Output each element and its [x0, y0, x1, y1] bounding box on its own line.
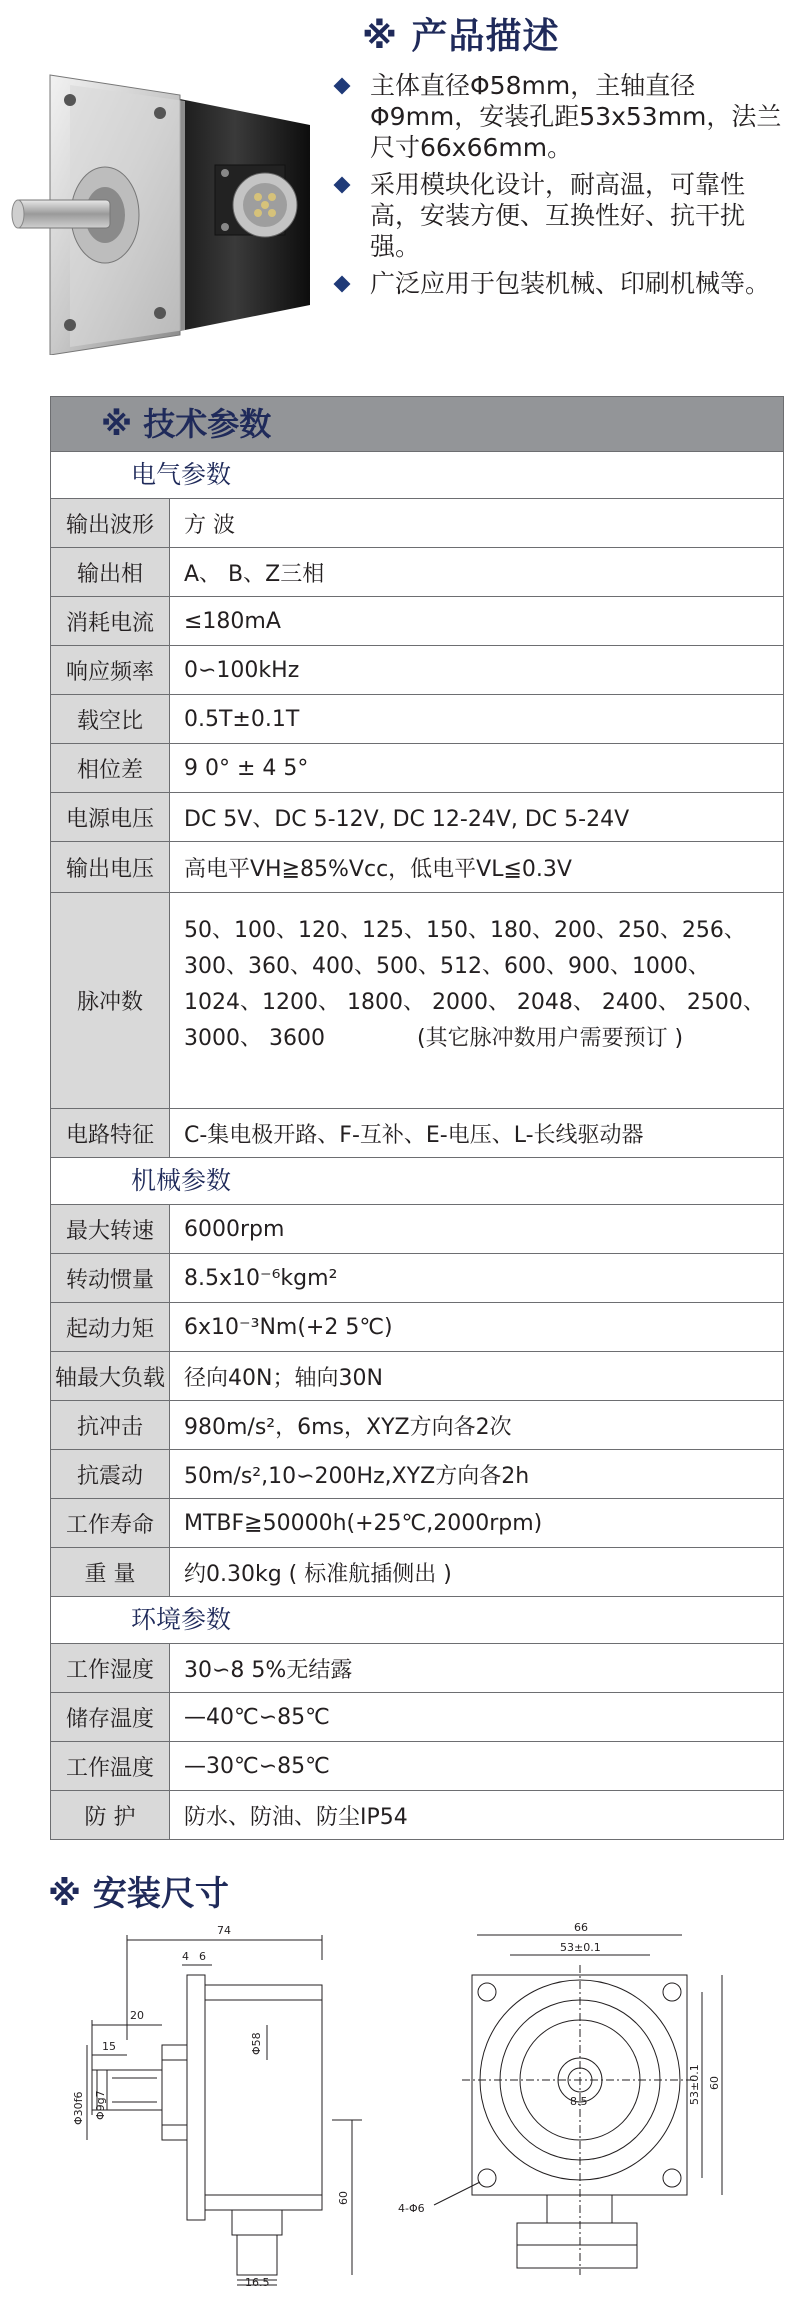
param-value: DC 5V、DC 5-12V, DC 12-24V, DC 5-24V: [184, 806, 630, 832]
mechanical-section-title: 机械参数: [51, 1158, 783, 1205]
param-value: 980m/s²，6ms，XYZ方向各2次: [184, 1414, 512, 1440]
description-item: 采用模块化设计，耐高温，可靠性高，安装方便、互换性好、抗干扰强。: [322, 169, 792, 262]
param-value: 30∽8 5%无结露: [184, 1657, 353, 1683]
param-label: 消耗电流: [51, 597, 170, 645]
param-value: A、 B、Z三相: [184, 561, 325, 587]
encoder-product-image: [10, 55, 340, 355]
pulse-line: 1024、1200、 1800、 2000、 2048、 2400、 2500、: [184, 990, 765, 1015]
table-row-pulse: [51, 893, 783, 1109]
product-section: [0, 0, 800, 380]
table-row: [51, 1109, 783, 1158]
table-row: [51, 1742, 783, 1791]
table-row: [51, 1401, 783, 1450]
param-value: 约0.30kg ( 标准航插侧出 ): [184, 1561, 452, 1587]
pulse-line-last: 3000、 3600 (其它脉冲数用户需要预订 ): [184, 1026, 684, 1051]
param-label: 抗冲击: [51, 1401, 170, 1449]
dim-6-label: 6: [199, 1950, 206, 1963]
pulse-line: 50、100、120、125、150、180、200、250、256、: [184, 918, 746, 943]
dim-60-right-label: 60: [708, 2076, 721, 2090]
param-value: —30℃∽85℃: [184, 1753, 330, 1779]
param-value: 方 波: [184, 512, 235, 538]
dim-53-vertical-label: 53±0.1: [688, 2064, 701, 2105]
table-row: [51, 1693, 783, 1742]
param-label: 工作温度: [51, 1742, 170, 1790]
param-value: C-集电极开路、F-互补、E-电压、L-长线驱动器: [184, 1122, 644, 1148]
table-row: [51, 646, 783, 695]
param-value: 高电平VH≧85%Vcc，低电平VL≦0.3V: [184, 856, 572, 882]
dim-53-label: 53±0.1: [560, 1941, 601, 1954]
table-row: [51, 695, 783, 744]
param-label: 输出波形: [51, 499, 170, 547]
dim-phi58-label: Φ58: [250, 2032, 263, 2055]
param-value: 50m/s²,10∽200Hz,XYZ方向各2h: [184, 1463, 530, 1489]
param-label: 电路特征: [51, 1109, 170, 1157]
table-row: [51, 1791, 783, 1839]
dim-phi30-label: Φ30f6: [72, 2091, 85, 2125]
param-label: 储存温度: [51, 1693, 170, 1741]
pulse-line: 300、360、400、500、512、600、900、1000、: [184, 954, 710, 979]
param-label: 最大转速: [51, 1205, 170, 1253]
dim-4-label: 4: [182, 1950, 189, 1963]
dim-phi9-label: Φ9g7: [94, 2090, 107, 2120]
table-row: [51, 1205, 783, 1254]
param-label: 防 护: [51, 1791, 170, 1839]
param-label: 转动惯量: [51, 1254, 170, 1302]
param-label: 重 量: [51, 1548, 170, 1596]
param-value: 6x10⁻³Nm(+2 5℃): [184, 1314, 393, 1340]
dim-15-label: 15: [102, 2040, 116, 2053]
table-row: [51, 597, 783, 646]
table-row: [51, 1254, 783, 1303]
param-label: 输出相: [51, 548, 170, 596]
param-value: 8.5x10⁻⁶kgm²: [184, 1265, 338, 1291]
diamond-bullet-icon: [334, 78, 351, 95]
table-row: [51, 1548, 783, 1597]
install-dimensions-title: ※ 安装尺寸: [48, 1874, 229, 1914]
environment-section-title: 环境参数: [51, 1597, 783, 1644]
param-value: MTBF≧50000h(+25℃,2000rpm): [184, 1510, 543, 1536]
param-label: 工作湿度: [51, 1644, 170, 1692]
param-label: 抗震动: [51, 1450, 170, 1498]
param-label: 电源电压: [51, 793, 170, 841]
dim-key-label: 8.5: [570, 2095, 588, 2108]
param-value: 6000rpm: [184, 1216, 285, 1242]
table-row: [51, 793, 783, 842]
param-value: ≤180mA: [184, 608, 281, 634]
dim-66-label: 66: [574, 1921, 588, 1934]
description-item: 广泛应用于包装机械、印刷机械等。: [322, 268, 792, 299]
table-row: [51, 744, 783, 793]
description-item: 主体直径Φ58mm，主轴直径Φ9mm，安装孔距53x53mm，法兰尺寸66x66mm。: [322, 70, 792, 163]
dim-length-label: 74: [217, 1924, 231, 1937]
table-row: [51, 499, 783, 548]
table-row: [51, 1644, 783, 1693]
table-row: [51, 842, 783, 893]
tech-parameters-table: [50, 396, 784, 1840]
electrical-section-title: 电气参数: [51, 452, 783, 499]
product-description-list: [322, 70, 792, 305]
dim-60-label: 60: [337, 2191, 350, 2205]
table-row: [51, 1450, 783, 1499]
table-row: [51, 1303, 783, 1352]
param-label: 工作寿命: [51, 1499, 170, 1547]
dim-16-5-label: 16.5: [245, 2276, 270, 2289]
diamond-bullet-icon: [334, 276, 351, 293]
param-label: 起动力矩: [51, 1303, 170, 1351]
diamond-bullet-icon: [334, 177, 351, 194]
product-description-title: ※ 产品描述: [362, 16, 560, 57]
install-dimension-drawing: [62, 1920, 782, 2290]
param-value: 9 0° ± 4 5°: [184, 755, 309, 781]
table-row: [51, 1352, 783, 1401]
param-label: 轴最大负载: [51, 1352, 170, 1400]
param-value: —40℃∽85℃: [184, 1704, 330, 1730]
dim-holes-label: 4-Φ6: [398, 2202, 425, 2215]
param-label: 相位差: [51, 744, 170, 792]
param-value: 0∽100kHz: [184, 657, 300, 683]
param-label: 响应频率: [51, 646, 170, 694]
param-label: 脉冲数: [51, 893, 170, 1108]
pulse-values: [170, 893, 783, 1108]
table-row: [51, 1499, 783, 1548]
param-value: 防水、防油、防尘IP54: [184, 1804, 408, 1830]
dim-20-label: 20: [130, 2009, 144, 2022]
table-row: [51, 548, 783, 597]
tech-parameters-title: ※ 技术参数: [51, 397, 783, 452]
pulse-note: (其它脉冲数用户需要预订 ): [416, 1026, 684, 1051]
param-label: 载空比: [51, 695, 170, 743]
param-value: 0.5T±0.1T: [184, 706, 300, 732]
param-value: 径向40N；轴向30N: [184, 1365, 383, 1391]
param-label: 输出电压: [51, 842, 170, 892]
